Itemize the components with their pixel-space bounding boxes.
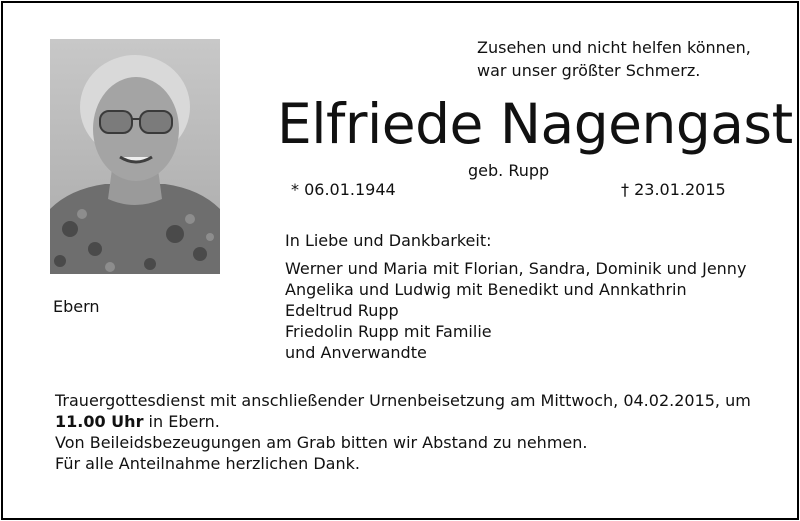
- mourner-line: und Anverwandte: [285, 343, 427, 362]
- service-line-1: Trauergottesdienst mit anschließender Urnenbeisetzung am Mittwoch, 04.02.2015, um: [55, 391, 751, 410]
- portrait-photo: [50, 39, 220, 274]
- quote-line-1: Zusehen und nicht helfen können,: [477, 38, 751, 57]
- death-date: † 23.01.2015: [621, 180, 726, 199]
- mourner-line: Edeltrud Rupp: [285, 301, 399, 320]
- mourners-intro: In Liebe und Dankbarkeit:: [285, 231, 492, 250]
- place-label: Ebern: [53, 297, 100, 316]
- mourners-list: [285, 258, 746, 363]
- quote-line-2: war unser größter Schmerz.: [477, 61, 701, 80]
- thanks-note: Für alle Anteilnahme herzlichen Dank.: [55, 454, 360, 473]
- mourner-line: Friedolin Rupp mit Familie: [285, 322, 492, 341]
- birth-date: * 06.01.1944: [291, 180, 396, 199]
- deceased-name: Elfriede Nagengast: [277, 92, 793, 156]
- service-line-2: [55, 411, 751, 432]
- maiden-name: geb. Rupp: [468, 161, 550, 180]
- condolence-note: Von Beileidsbezeugungen am Grab bitten wir Abstand zu nehmen.: [55, 433, 588, 452]
- service-time: 11.00 Uhr: [55, 412, 144, 431]
- service-info: [55, 390, 751, 474]
- mourner-line: Werner und Maria mit Florian, Sandra, Dominik und Jenny: [285, 259, 747, 278]
- portrait-image: [50, 39, 220, 274]
- mourner-line: Angelika und Ludwig mit Benedikt und Annkathrin: [285, 280, 687, 299]
- service-place: in Ebern.: [143, 412, 220, 431]
